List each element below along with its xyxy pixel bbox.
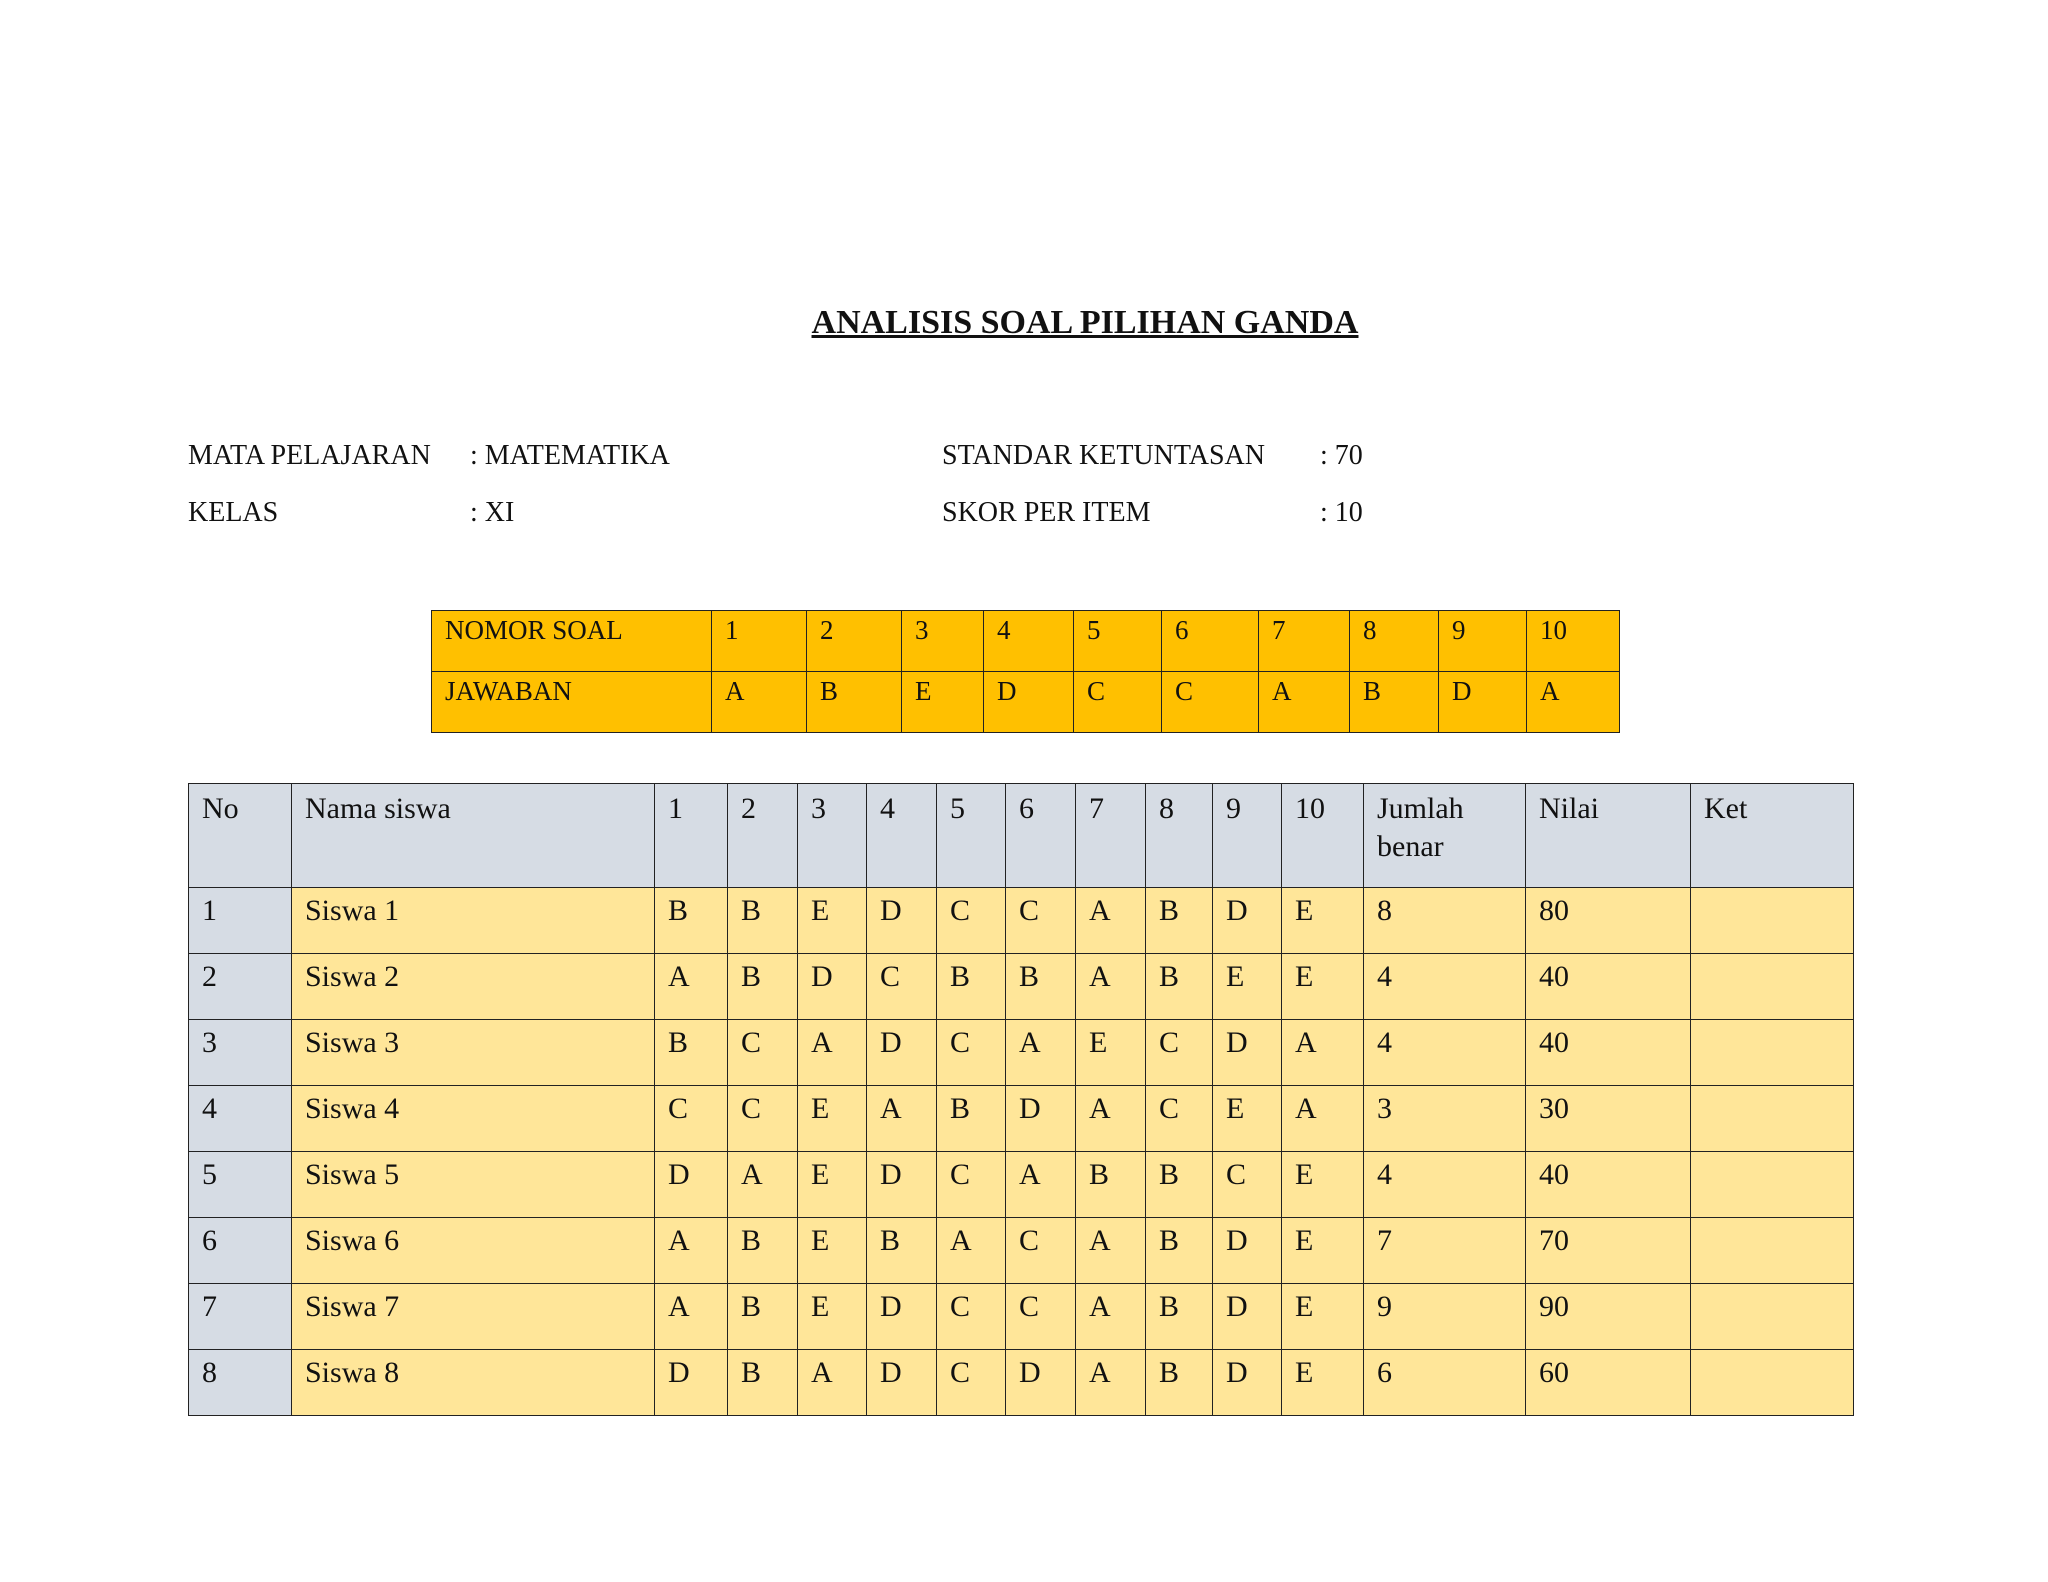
answer-key-cell: A — [1527, 672, 1620, 733]
nilai: 90 — [1526, 1284, 1691, 1350]
row-no: 5 — [189, 1152, 292, 1218]
header-nilai: Nilai — [1526, 784, 1691, 888]
mata-pelajaran-label: MATA PELAJARAN — [188, 440, 431, 471]
student-answer: E — [798, 888, 867, 954]
table-row — [189, 1020, 1854, 1086]
standar-ketuntasan-label: STANDAR KETUNTASAN — [942, 440, 1265, 471]
student-answer: A — [798, 1020, 867, 1086]
row-no: 7 — [189, 1284, 292, 1350]
page-title: ANALISIS SOAL PILIHAN GANDA — [811, 304, 1359, 341]
student-answer: D — [867, 1020, 937, 1086]
student-answer: B — [1146, 954, 1213, 1020]
student-answer: B — [655, 1020, 728, 1086]
student-answer: C — [937, 1350, 1006, 1416]
question-number: 5 — [1074, 611, 1162, 672]
student-answer: C — [1213, 1152, 1282, 1218]
student-answer: D — [655, 1152, 728, 1218]
student-answer: D — [1213, 1284, 1282, 1350]
jumlah-benar: 4 — [1364, 954, 1526, 1020]
table-row — [189, 1284, 1854, 1350]
student-answer: A — [1282, 1020, 1364, 1086]
answer-key-cell: B — [807, 672, 902, 733]
student-answer: E — [1076, 1020, 1146, 1086]
table-row — [189, 1152, 1854, 1218]
question-number: 9 — [1439, 611, 1527, 672]
student-answer: C — [937, 1020, 1006, 1086]
student-answer: E — [798, 1284, 867, 1350]
student-answer: B — [728, 1284, 798, 1350]
student-answer: A — [937, 1218, 1006, 1284]
table-row — [189, 1218, 1854, 1284]
header-no: No — [189, 784, 292, 888]
student-answer: A — [1282, 1086, 1364, 1152]
ket — [1691, 954, 1854, 1020]
nilai: 80 — [1526, 888, 1691, 954]
student-answer: C — [1146, 1020, 1213, 1086]
ket — [1691, 1218, 1854, 1284]
student-answer: E — [1282, 1218, 1364, 1284]
student-answer: B — [1006, 954, 1076, 1020]
student-answer: D — [1006, 1086, 1076, 1152]
student-answer: B — [937, 954, 1006, 1020]
answer-key-table — [431, 610, 1620, 733]
row-no: 6 — [189, 1218, 292, 1284]
student-answer: A — [655, 954, 728, 1020]
student-answer: A — [1006, 1020, 1076, 1086]
nilai: 60 — [1526, 1350, 1691, 1416]
answer-key-number-row — [432, 611, 1620, 672]
student-answer: C — [1006, 888, 1076, 954]
student-answer: B — [1146, 1284, 1213, 1350]
student-answer: A — [1076, 1350, 1146, 1416]
student-answer: A — [1006, 1152, 1076, 1218]
student-answer: E — [798, 1086, 867, 1152]
answer-key-answer-row — [432, 672, 1620, 733]
student-answer: D — [867, 888, 937, 954]
student-name: Siswa 5 — [292, 1152, 655, 1218]
student-answer: A — [655, 1284, 728, 1350]
student-answer: A — [798, 1350, 867, 1416]
student-answer: B — [728, 1350, 798, 1416]
mata-pelajaran-value: : MATEMATIKA — [470, 440, 670, 471]
student-answer: D — [1213, 888, 1282, 954]
header-question: 7 — [1076, 784, 1146, 888]
question-number: 7 — [1259, 611, 1350, 672]
ket — [1691, 888, 1854, 954]
ket — [1691, 1284, 1854, 1350]
jumlah-benar: 3 — [1364, 1086, 1526, 1152]
row-no: 4 — [189, 1086, 292, 1152]
header-ket: Ket — [1691, 784, 1854, 888]
student-answer: C — [1006, 1218, 1076, 1284]
student-answer: A — [1076, 954, 1146, 1020]
jumlah-benar: 9 — [1364, 1284, 1526, 1350]
question-number: 1 — [712, 611, 807, 672]
ket — [1691, 1020, 1854, 1086]
question-number: 8 — [1350, 611, 1439, 672]
table-row — [189, 954, 1854, 1020]
question-number: 6 — [1162, 611, 1259, 672]
nilai: 70 — [1526, 1218, 1691, 1284]
answer-key-cell: A — [1259, 672, 1350, 733]
question-number: 4 — [984, 611, 1074, 672]
student-answer: C — [728, 1086, 798, 1152]
student-name: Siswa 7 — [292, 1284, 655, 1350]
standar-ketuntasan-value: : 70 — [1320, 440, 1363, 471]
student-answer: A — [1076, 1086, 1146, 1152]
nilai: 40 — [1526, 954, 1691, 1020]
student-name: Siswa 8 — [292, 1350, 655, 1416]
student-answer: A — [728, 1152, 798, 1218]
student-answer: B — [1146, 1350, 1213, 1416]
student-answer: D — [1213, 1350, 1282, 1416]
ket — [1691, 1152, 1854, 1218]
answer-key-cell: D — [1439, 672, 1527, 733]
kelas-label: KELAS — [188, 497, 279, 528]
row-no: 1 — [189, 888, 292, 954]
answer-key-cell: B — [1350, 672, 1439, 733]
skor-per-item-label: SKOR PER ITEM — [942, 497, 1151, 528]
header-question: 5 — [937, 784, 1006, 888]
answer-key-cell: C — [1162, 672, 1259, 733]
student-answer: E — [798, 1218, 867, 1284]
student-answer: E — [1213, 1086, 1282, 1152]
student-answer: D — [867, 1284, 937, 1350]
student-answer: A — [655, 1218, 728, 1284]
student-answer: D — [867, 1152, 937, 1218]
student-answer: B — [655, 888, 728, 954]
student-answer: E — [1282, 1284, 1364, 1350]
table-row — [189, 1086, 1854, 1152]
student-answer: B — [728, 888, 798, 954]
student-name: Siswa 4 — [292, 1086, 655, 1152]
student-answer: B — [1076, 1152, 1146, 1218]
answer-key-cell: C — [1074, 672, 1162, 733]
student-answer: C — [867, 954, 937, 1020]
header-nama-siswa: Nama siswa — [292, 784, 655, 888]
question-number: 2 — [807, 611, 902, 672]
header-question: 3 — [798, 784, 867, 888]
student-answer: D — [1006, 1350, 1076, 1416]
student-answer: A — [1076, 1284, 1146, 1350]
header-question: 2 — [728, 784, 798, 888]
student-answer: B — [1146, 888, 1213, 954]
answer-key-cell: A — [712, 672, 807, 733]
student-answer: C — [728, 1020, 798, 1086]
student-answer: D — [1213, 1020, 1282, 1086]
student-answer: E — [798, 1152, 867, 1218]
student-answer: E — [1213, 954, 1282, 1020]
answer-key-cell: E — [902, 672, 984, 733]
student-answer: B — [1146, 1218, 1213, 1284]
header-question: 4 — [867, 784, 937, 888]
student-answer: B — [728, 954, 798, 1020]
row-no: 2 — [189, 954, 292, 1020]
row-no: 3 — [189, 1020, 292, 1086]
student-table-header-row — [189, 784, 1854, 888]
ket — [1691, 1086, 1854, 1152]
student-answer: D — [798, 954, 867, 1020]
student-name: Siswa 3 — [292, 1020, 655, 1086]
student-answer: A — [867, 1086, 937, 1152]
table-row — [189, 888, 1854, 954]
student-answer: A — [1076, 888, 1146, 954]
header-question: 10 — [1282, 784, 1364, 888]
jumlah-benar: 8 — [1364, 888, 1526, 954]
student-answer: B — [937, 1086, 1006, 1152]
student-answer: C — [937, 888, 1006, 954]
jumlah-benar: 7 — [1364, 1218, 1526, 1284]
header-jumlah-benar: Jumlah benar — [1364, 784, 1526, 888]
nomor-soal-label: NOMOR SOAL — [432, 611, 712, 672]
kelas-value: : XI — [470, 497, 515, 528]
question-number: 3 — [902, 611, 984, 672]
student-name: Siswa 1 — [292, 888, 655, 954]
student-answer: D — [655, 1350, 728, 1416]
student-answer: A — [1076, 1218, 1146, 1284]
header-question: 8 — [1146, 784, 1213, 888]
header-question: 9 — [1213, 784, 1282, 888]
student-answer: C — [1146, 1086, 1213, 1152]
student-name: Siswa 2 — [292, 954, 655, 1020]
ket — [1691, 1350, 1854, 1416]
student-answer: E — [1282, 1152, 1364, 1218]
student-answer: C — [937, 1284, 1006, 1350]
student-name: Siswa 6 — [292, 1218, 655, 1284]
jumlah-benar: 4 — [1364, 1152, 1526, 1218]
nilai: 40 — [1526, 1152, 1691, 1218]
header-question: 6 — [1006, 784, 1076, 888]
nilai: 40 — [1526, 1020, 1691, 1086]
header-question: 1 — [655, 784, 728, 888]
jumlah-benar: 6 — [1364, 1350, 1526, 1416]
question-number: 10 — [1527, 611, 1620, 672]
student-answer-table — [188, 783, 1854, 1416]
student-answer: B — [867, 1218, 937, 1284]
student-answer: E — [1282, 954, 1364, 1020]
table-row — [189, 1350, 1854, 1416]
skor-per-item-value: : 10 — [1320, 497, 1363, 528]
student-answer: C — [1006, 1284, 1076, 1350]
jawaban-label: JAWABAN — [432, 672, 712, 733]
student-answer: C — [655, 1086, 728, 1152]
nilai: 30 — [1526, 1086, 1691, 1152]
student-answer: B — [728, 1218, 798, 1284]
row-no: 8 — [189, 1350, 292, 1416]
student-answer: E — [1282, 1350, 1364, 1416]
answer-key-cell: D — [984, 672, 1074, 733]
student-answer: B — [1146, 1152, 1213, 1218]
student-answer: E — [1282, 888, 1364, 954]
jumlah-benar: 4 — [1364, 1020, 1526, 1086]
student-answer: D — [1213, 1218, 1282, 1284]
student-answer: D — [867, 1350, 937, 1416]
student-answer: C — [937, 1152, 1006, 1218]
